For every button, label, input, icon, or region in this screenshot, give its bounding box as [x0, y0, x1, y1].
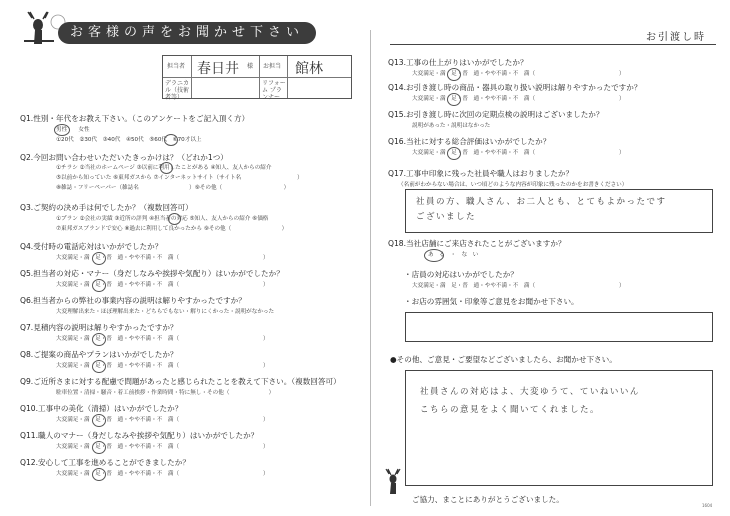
question-17: Q17.工事中印象に残った社員や職人はおりましたか？: [388, 169, 574, 178]
q18-mark: [424, 249, 444, 262]
q11-answers: 大変満足・満 足・普 通・やや不満・不 満（ ）: [56, 444, 269, 450]
closing-message: ご協力、まことにありがとうございました。: [412, 495, 564, 504]
page-divider: [370, 30, 371, 506]
q10-mark: [92, 414, 106, 427]
question-18-staff: ・店員の対応はいかがでしたか？: [404, 270, 518, 279]
q11-mark: [92, 441, 106, 454]
sales-label: 担当者: [167, 63, 186, 70]
deer-logo-bottom: [381, 466, 405, 496]
question-18-shop: ・お店の雰囲気・印象等ご意見をお聞かせ下さい。: [404, 297, 579, 306]
q17-answer-box[interactable]: [405, 189, 713, 233]
survey-title: お客様の声をお聞かせ下さい: [58, 22, 316, 44]
q5-answers: 大変満足・満 足・普 通・やや不満・不 満（ ）: [56, 282, 269, 288]
right-header: [390, 24, 716, 45]
question-15: Q15.お引き渡し時に次回の定期点検の説明はございましたか？: [388, 110, 604, 119]
q16-mark: [447, 147, 461, 160]
q1-age-mark: [164, 134, 178, 146]
question-3: Q3.ご契約の決め手は何でしたか？（複数回答可）: [20, 203, 193, 212]
question-2: Q2.今回お問い合わせいただいたきっかけは？（どれか1つ）: [20, 153, 228, 162]
question-11: Q11.職人のマナー（身だしなみや挨拶や気配り）はいかがでしたか？: [20, 431, 259, 440]
q7-mark: [92, 333, 106, 346]
other-handwriting-2: こちらの意見をよく聞いてくれました。: [420, 405, 601, 415]
staff-box: [162, 55, 352, 99]
question-4: Q4.受付時の電話応対はいかがでしたか？: [20, 242, 163, 251]
other-comments-label: ●その他、ご意見・ご要望などございましたら、お聞かせ下さい。: [390, 355, 617, 364]
question-6: Q6.担当者からの弊社の事業内容の説明は解りやすかったですか？: [20, 296, 246, 305]
q1-gender: 男性 女性: [56, 127, 90, 133]
q18-staff-answers: 大変満足・満 足・普 通・やや不満・不 満（ ）: [412, 283, 625, 289]
q12-answers: 大変満足・満 足・普 通・やや不満・不 満（ ）: [56, 471, 269, 477]
question-8: Q8.ご提案の商品やプランはいかがでしたか？: [20, 350, 178, 359]
q6-answers: 大変理解出来た・ほぼ理解出来た・どちらでもない・解りにくかった・説明がなかった: [56, 309, 275, 315]
q15-answers: 説明があった・説明はなかった: [412, 123, 491, 129]
question-9: Q9.ご近所さまに対する配慮で問題があったと感じられたことを教えて下さい。（複数回答可）: [20, 377, 341, 386]
question-1: Q1.性別・年代をお教え下さい。（このアンケートをご記入頂く方）: [20, 114, 250, 123]
q13-mark: [447, 68, 461, 81]
advisor-label: デラニカル（技術者等）: [165, 80, 190, 101]
q14-answers: 大変満足・満 足・普 通・やや不満・不 満（ ）: [412, 96, 625, 102]
tech-label: お担当: [263, 63, 282, 70]
sales-signature: 春日井: [197, 61, 239, 77]
question-13: Q13.工事の仕上がりはいかがでしたか？: [388, 58, 528, 67]
q1-mark: [54, 124, 70, 136]
question-10: Q10.工事中の美化（清掃）はいかがでしたか？: [20, 404, 183, 413]
q4-answers: 大変満足・満 足・普 通・やや不満・不 満（ ）: [56, 255, 269, 261]
question-14: Q14.お引き渡し時の商品・器具の取り扱い説明は解りやすかったですか？: [388, 83, 642, 92]
q3-mark: [168, 213, 181, 225]
q2-options-3: ⑧雑誌・フリーペーパー（雑誌名 ）⑨その他（ ）: [56, 185, 290, 191]
shop-comment-box[interactable]: [405, 312, 713, 342]
q2-options-2: ⑤以前から知っていた ⑥東邦ガスから ⑦インターネットサイト（サイト名 ）: [56, 175, 303, 181]
q3-options-2: ⑦東邦ガスブランドで安心 ⑧過去に利用して良かったから ⑨その他（ ）: [56, 226, 288, 232]
q1-age: ①20代 ②30代 ③40代 ④50代 ⑤60代 ⑥70才以上: [56, 137, 202, 143]
q5-mark: [92, 279, 106, 292]
q7-answers: 大変満足・満 足・普 通・やや不満・不 満（ ）: [56, 336, 269, 342]
q2-mark: [160, 162, 173, 174]
q17-note: （名前がわからない場合は、いつ頃どのような内容が印象に残ったのかをお書きください）: [398, 182, 628, 188]
q3-options-1: ①プラン ②会社の実績 ③近所の評判 ④担当者の対応 ⑤知人、友人からの紹介 ⑥価格: [56, 216, 269, 222]
other-handwriting-1: 社員さんの対応はよ、大変ゆうて、ていねいいん: [420, 387, 640, 397]
q9-answers: 駐車位置・清掃・騒音・着工前挨拶・作業時間・特に無し・その他（ ）: [56, 390, 275, 396]
q16-answers: 大変満足・満 足・普 通・やや不満・不 満（ ）: [412, 150, 625, 156]
question-16: Q16.当社に対する総合評価はいかがでしたか？: [388, 137, 551, 146]
question-12: Q12.安心して工事を進めることができましたか？: [20, 458, 190, 467]
q8-mark: [92, 360, 106, 373]
q4-mark: [92, 252, 106, 265]
tech-signature: 館林: [295, 61, 323, 77]
reform-label: リフォーム プランナー: [262, 80, 286, 101]
q14-mark: [447, 93, 461, 106]
q2-options-1: ①チラシ ②当社のホームページ ③以前に利用したことがある ④知人、友人からの紹介: [56, 165, 272, 171]
q8-answers: 大変満足・満 足・普 通・やや不満・不 満（ ）: [56, 363, 269, 369]
q18-answers: あ る ・ な い: [428, 252, 479, 258]
sales-suffix: 様: [247, 63, 254, 70]
q13-answers: 大変満足・満 足・普 通・やや不満・不 満（ ）: [412, 71, 625, 77]
q10-answers: 大変満足・満 足・普 通・やや不満・不 満（ ）: [56, 417, 269, 423]
q12-mark: [92, 468, 106, 481]
handover-title: お引渡し時: [646, 32, 706, 43]
other-comment-box[interactable]: [405, 370, 713, 486]
form-code: 1604: [702, 503, 713, 508]
q17-handwriting-2: ございました: [416, 212, 477, 222]
q17-handwriting-1: 社員の方、職人さん、お二人とも、とてもよかったです: [416, 197, 667, 207]
question-7: Q7.見積内容の説明は解りやすかったですか？: [20, 323, 178, 332]
question-18: Q18.当社店舗にご来店されたことがございますか？: [388, 239, 566, 248]
question-5: Q5.担当者の対応・マナー（身だしなみや挨拶や気配り）はいかがでしたか？: [20, 269, 284, 278]
